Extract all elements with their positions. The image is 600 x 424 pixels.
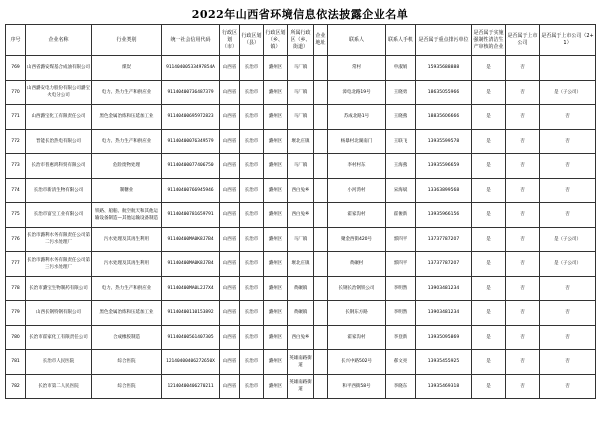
cell-township: 潞州区	[264, 154, 288, 179]
cell-clean-production-flag: 否	[506, 80, 540, 105]
header-col-key-polluter: 是否属于实施强制性清洁生产审核的企业	[472, 25, 506, 56]
cell-row-index: 776	[6, 227, 26, 252]
table-row	[6, 56, 596, 81]
cell-industry: 黑色金属冶炼和压延加工业	[92, 105, 162, 130]
cell-listed-company-flag: 否	[540, 301, 596, 326]
enterprise-table	[5, 24, 596, 399]
cell-address: 长兴中路502号	[328, 350, 386, 375]
cell-industry: 污水处理及其再生利用	[92, 252, 162, 277]
cell-industry: 电力、热力生产和供应业	[92, 80, 162, 105]
cell-row-index: 778	[6, 276, 26, 301]
header-col-industry: 行业类别	[92, 25, 162, 56]
cell-clean-production-flag: 否	[506, 374, 540, 399]
cell-county: 长治市	[240, 80, 264, 105]
cell-contact-phone: 15935688888	[416, 56, 472, 81]
header-col-city-region: 行政区划（市）	[220, 25, 240, 56]
cell-subdistrict: 西白兔乡	[288, 203, 314, 228]
cell-address: 长钢东方路	[328, 301, 386, 326]
cell-contact-phone: 13935095869	[416, 325, 472, 350]
cell-key-polluter-flag: 是	[472, 154, 506, 179]
cell-industry: 煤炭	[92, 56, 162, 81]
cell-clean-production-flag: 否	[506, 56, 540, 81]
header-col-township-region: 行政区划（乡、镇）	[264, 25, 288, 56]
table-row	[6, 227, 596, 252]
cell-township: 潞州区	[264, 374, 288, 399]
cell-credit-code: 91140400MA0K8J7B4	[162, 227, 220, 252]
cell-company-name: 长治市霍家化工有限责任公司	[26, 325, 92, 350]
cell-spacer	[314, 105, 328, 130]
cell-subdistrict: 马厂镇	[288, 227, 314, 252]
cell-contact-person: 王联飞	[386, 129, 416, 154]
cell-county: 长治市	[240, 350, 264, 375]
cell-key-polluter-flag: 是	[472, 80, 506, 105]
header-col-county-region: 行政区划（县）	[240, 25, 264, 56]
cell-contact-phone: 13935469318	[416, 374, 472, 399]
cell-subdistrict: 西白兔乡	[288, 325, 314, 350]
cell-credit-code: 91140400076349579	[162, 129, 220, 154]
cell-township: 潞州区	[264, 252, 288, 277]
cell-company-name: 长治市第二人民医院	[26, 374, 92, 399]
cell-spacer	[314, 325, 328, 350]
cell-contact-person: 宋海斌	[386, 178, 416, 203]
table-row	[6, 276, 596, 301]
cell-township: 潞州区	[264, 276, 288, 301]
cell-township: 潞州区	[264, 56, 288, 81]
cell-row-index: 777	[6, 252, 26, 277]
cell-company-name: 长治市普惠鸿科贸有限公司	[26, 154, 92, 179]
cell-credit-code: 91140400533497854A	[162, 56, 220, 81]
cell-address: 常村	[328, 56, 386, 81]
cell-credit-code: 91140400110153892	[162, 301, 220, 326]
cell-contact-phone: 13737787207	[416, 227, 472, 252]
cell-company-name: 山西潞宝化工有限责任公司	[26, 105, 92, 130]
cell-city: 山西省	[220, 301, 240, 326]
cell-subdistrict: 英雄南路街道	[288, 350, 314, 375]
table-row	[6, 178, 596, 203]
cell-listed-company-flag: 否	[540, 105, 596, 130]
cell-industry: 制糖业	[92, 178, 162, 203]
cell-industry: 铁路、船舶、航空航天和其他运输设备制造—其他运输设备制造	[92, 203, 162, 228]
cell-credit-code: 91140400MA0K8J7B4	[162, 252, 220, 277]
cell-company-name: 山西潞安电力股份有限公司潞宝火电分公司	[26, 80, 92, 105]
cell-contact-person: 李登新	[386, 325, 416, 350]
cell-company-name: 山西长钢特钢有限公司	[26, 301, 92, 326]
header-col-subdistrict: 所属行政区（乡、街道）	[288, 25, 314, 56]
cell-subdistrict: 马厂镇	[288, 80, 314, 105]
cell-industry: 黑色金属冶炼和压延加工业	[92, 301, 162, 326]
cell-contact-person: 李明然	[386, 301, 416, 326]
cell-spacer	[314, 154, 328, 179]
cell-key-polluter-flag: 是	[472, 203, 506, 228]
cell-listed-company-flag: 否	[540, 129, 596, 154]
cell-contact-phone: 13935596659	[416, 154, 472, 179]
cell-county: 长治市	[240, 301, 264, 326]
cell-clean-production-flag: 否	[506, 203, 540, 228]
cell-contact-phone: 13903481234	[416, 301, 472, 326]
header-col-clean-production: 是否属于上市公司	[506, 25, 540, 56]
cell-county: 长治市	[240, 129, 264, 154]
header-col-credit-code: 统一社会信用代码	[162, 25, 220, 56]
cell-subdistrict: 马厂镇	[288, 56, 314, 81]
cell-credit-code: 91140400766945946	[162, 178, 220, 203]
cell-township: 潞州区	[264, 325, 288, 350]
cell-township: 潞州区	[264, 129, 288, 154]
cell-listed-company-flag: 是（子公司）	[540, 80, 596, 105]
cell-spacer	[314, 374, 328, 399]
cell-clean-production-flag: 否	[506, 178, 540, 203]
cell-industry: 危险废物处理	[92, 154, 162, 179]
cell-city: 山西省	[220, 227, 240, 252]
cell-contact-person: 郭四平	[386, 252, 416, 277]
cell-listed-company-flag: 否	[540, 374, 596, 399]
cell-key-polluter-flag: 是	[472, 56, 506, 81]
cell-city: 山西省	[220, 374, 240, 399]
cell-key-polluter-flag: 是	[472, 105, 506, 130]
cell-city: 山西省	[220, 252, 240, 277]
cell-key-polluter-flag: 是	[472, 325, 506, 350]
table-row	[6, 374, 596, 399]
cell-company-name: 山西省潞安煤基合成油有限公司	[26, 56, 92, 81]
table-row	[6, 80, 596, 105]
cell-contact-person: 王海燕	[386, 154, 416, 179]
cell-address: 漳电北路19号	[328, 80, 386, 105]
cell-credit-code: 12140400406272650X	[162, 350, 220, 375]
cell-county: 长治市	[240, 178, 264, 203]
cell-credit-code: 91140400695972823	[162, 105, 220, 130]
cell-listed-company-flag: 否	[540, 154, 596, 179]
cell-clean-production-flag: 否	[506, 301, 540, 326]
cell-key-polluter-flag: 是	[472, 252, 506, 277]
cell-row-index: 771	[6, 105, 26, 130]
cell-subdistrict: 马厂镇	[288, 154, 314, 179]
table-row	[6, 301, 596, 326]
cell-clean-production-flag: 否	[506, 129, 540, 154]
cell-clean-production-flag: 否	[506, 105, 540, 130]
cell-contact-phone: 13935599578	[416, 129, 472, 154]
cell-spacer	[314, 129, 328, 154]
cell-address: 杨暴村北湖南门	[328, 129, 386, 154]
cell-credit-code: 91140400561407305	[162, 325, 220, 350]
cell-city: 山西省	[220, 178, 240, 203]
cell-key-polluter-flag: 是	[472, 374, 506, 399]
cell-company-name: 长治市新清生物有限公司	[26, 178, 92, 203]
cell-clean-production-flag: 否	[506, 325, 540, 350]
header-col-company-name: 企业名称	[26, 25, 92, 56]
cell-township: 潞州区	[264, 203, 288, 228]
cell-city: 山西省	[220, 203, 240, 228]
cell-address: 黄碾村	[328, 252, 386, 277]
cell-county: 长治市	[240, 325, 264, 350]
cell-company-name: 长治市人民医院	[26, 350, 92, 375]
cell-county: 长治市	[240, 203, 264, 228]
cell-spacer	[314, 276, 328, 301]
cell-row-index: 774	[6, 178, 26, 203]
cell-contact-person: 申淑娟	[386, 56, 416, 81]
cell-subdistrict: 西白兔乡	[288, 178, 314, 203]
cell-company-name: 长治市富宝工业有限公司	[26, 203, 92, 228]
cell-credit-code: 91140400736487379	[162, 80, 220, 105]
cell-clean-production-flag: 否	[506, 154, 540, 179]
cell-city: 山西省	[220, 325, 240, 350]
cell-township: 潞州区	[264, 350, 288, 375]
cell-city: 山西省	[220, 350, 240, 375]
cell-contact-person: 霍俊新	[386, 203, 416, 228]
cell-row-index: 780	[6, 325, 26, 350]
cell-subdistrict: 马厂镇	[288, 105, 314, 130]
header-col-contact-phone: 是否属于重点排污单位	[416, 25, 472, 56]
cell-spacer	[314, 203, 328, 228]
cell-credit-code: 12140400406270211	[162, 374, 220, 399]
header-col-index: 序号	[6, 25, 26, 56]
table-row	[6, 252, 596, 277]
cell-address: 小河湾村	[328, 178, 386, 203]
cell-industry: 综合医院	[92, 374, 162, 399]
cell-clean-production-flag: 否	[506, 227, 540, 252]
header-col-listed-company: 是否属于上市公司（2+1）	[540, 25, 596, 56]
cell-address: 聚金西街420号	[328, 227, 386, 252]
cell-contact-person: 郝文亮	[386, 350, 416, 375]
cell-county: 长治市	[240, 276, 264, 301]
cell-county: 长治市	[240, 374, 264, 399]
cell-subdistrict: 黄碾镇	[288, 301, 314, 326]
cell-row-index: 781	[6, 350, 26, 375]
cell-clean-production-flag: 否	[506, 350, 540, 375]
cell-contact-phone: 18835606666	[416, 105, 472, 130]
cell-clean-production-flag: 否	[506, 252, 540, 277]
cell-row-index: 773	[6, 154, 26, 179]
cell-spacer	[314, 301, 328, 326]
cell-listed-company-flag: 否	[540, 178, 596, 203]
cell-company-name: 晋能长治热电有限公司	[26, 129, 92, 154]
cell-city: 山西省	[220, 276, 240, 301]
cell-industry: 电力、热力生产和供应业	[92, 276, 162, 301]
cell-row-index: 775	[6, 203, 26, 228]
cell-township: 潞州区	[264, 227, 288, 252]
cell-clean-production-flag: 否	[506, 276, 540, 301]
cell-listed-company-flag: 否	[540, 276, 596, 301]
cell-county: 长治市	[240, 154, 264, 179]
header-col-spacer: 企业地址	[314, 25, 328, 56]
cell-address: 李村村东	[328, 154, 386, 179]
cell-spacer	[314, 350, 328, 375]
cell-county: 长治市	[240, 56, 264, 81]
cell-township: 潞州区	[264, 80, 288, 105]
cell-industry: 污水处理及其再生利用	[92, 227, 162, 252]
cell-county: 长治市	[240, 252, 264, 277]
cell-listed-company-flag: 否	[540, 350, 596, 375]
cell-subdistrict: 英雄南路街道	[288, 374, 314, 399]
cell-listed-company-flag: 是（子公司）	[540, 252, 596, 277]
cell-contact-person: 郭四平	[386, 227, 416, 252]
cell-address: 苏成北路1号	[328, 105, 386, 130]
cell-contact-phone: 13935966156	[416, 203, 472, 228]
cell-row-index: 782	[6, 374, 26, 399]
document-title: 2022年山西省环境信息依法披露企业名单	[191, 8, 409, 21]
table-row	[6, 350, 596, 375]
cell-contact-phone: 13903481234	[416, 276, 472, 301]
cell-subdistrict: 黄碾镇	[288, 276, 314, 301]
cell-city: 山西省	[220, 129, 240, 154]
header-col-contact: 联系人手机	[386, 25, 416, 56]
cell-address: 霍家沟村	[328, 325, 386, 350]
cell-contact-phone: 13935455925	[416, 350, 472, 375]
cell-row-index: 772	[6, 129, 26, 154]
cell-key-polluter-flag: 是	[472, 129, 506, 154]
cell-row-index: 779	[6, 301, 26, 326]
cell-city: 山西省	[220, 56, 240, 81]
cell-contact-person: 李晓东	[386, 374, 416, 399]
cell-spacer	[314, 178, 328, 203]
cell-county: 长治市	[240, 227, 264, 252]
cell-key-polluter-flag: 是	[472, 276, 506, 301]
header-col-address: 联系人	[328, 25, 386, 56]
cell-row-index: 770	[6, 80, 26, 105]
cell-city: 山西省	[220, 80, 240, 105]
cell-contact-phone: 13363899568	[416, 178, 472, 203]
cell-contact-person: 李明然	[386, 276, 416, 301]
table-header	[6, 25, 596, 56]
cell-key-polluter-flag: 是	[472, 350, 506, 375]
cell-contact-person: 王晓勇	[386, 80, 416, 105]
cell-spacer	[314, 80, 328, 105]
cell-row-index: 769	[6, 56, 26, 81]
cell-city: 山西省	[220, 105, 240, 130]
cell-key-polluter-flag: 是	[472, 178, 506, 203]
cell-address: 长钢长治钢铁公司	[328, 276, 386, 301]
cell-township: 潞州区	[264, 105, 288, 130]
cell-spacer	[314, 252, 328, 277]
cell-key-polluter-flag: 是	[472, 301, 506, 326]
table-row	[6, 129, 596, 154]
cell-township: 潞州区	[264, 301, 288, 326]
cell-credit-code: 91140400077406750	[162, 154, 220, 179]
cell-county: 长治市	[240, 105, 264, 130]
cell-subdistrict: 堠北庄镇	[288, 252, 314, 277]
cell-industry: 合成橡胶制造	[92, 325, 162, 350]
cell-company-name: 长治市潞利水务有限责任公司第三污水处理厂	[26, 252, 92, 277]
table-row	[6, 105, 596, 130]
cell-credit-code: 91140400MA0L2J7X4	[162, 276, 220, 301]
table-row	[6, 203, 596, 228]
table-row	[6, 154, 596, 179]
cell-city: 山西省	[220, 154, 240, 179]
cell-address: 和平西街58号	[328, 374, 386, 399]
cell-listed-company-flag	[540, 56, 596, 81]
cell-company-name: 长治市潞宝生物制药有限公司	[26, 276, 92, 301]
cell-contact-person: 王晓燕	[386, 105, 416, 130]
cell-listed-company-flag: 是（子公司）	[540, 227, 596, 252]
cell-key-polluter-flag: 是	[472, 227, 506, 252]
cell-industry: 综合医院	[92, 350, 162, 375]
cell-listed-company-flag: 否	[540, 203, 596, 228]
cell-industry: 电力、热力生产和供应业	[92, 129, 162, 154]
cell-contact-phone: 18635055966	[416, 80, 472, 105]
cell-township: 潞州区	[264, 178, 288, 203]
cell-listed-company-flag: 否	[540, 325, 596, 350]
cell-contact-phone: 13737787207	[416, 252, 472, 277]
table-row	[6, 325, 596, 350]
cell-spacer	[314, 227, 328, 252]
cell-company-name: 长治市潞利水务有限责任公司第二污水处理厂	[26, 227, 92, 252]
cell-credit-code: 91140400781659791	[162, 203, 220, 228]
table-body	[6, 56, 596, 399]
cell-subdistrict: 堠北庄镇	[288, 129, 314, 154]
cell-spacer	[314, 56, 328, 81]
cell-address: 霍家沟村	[328, 203, 386, 228]
